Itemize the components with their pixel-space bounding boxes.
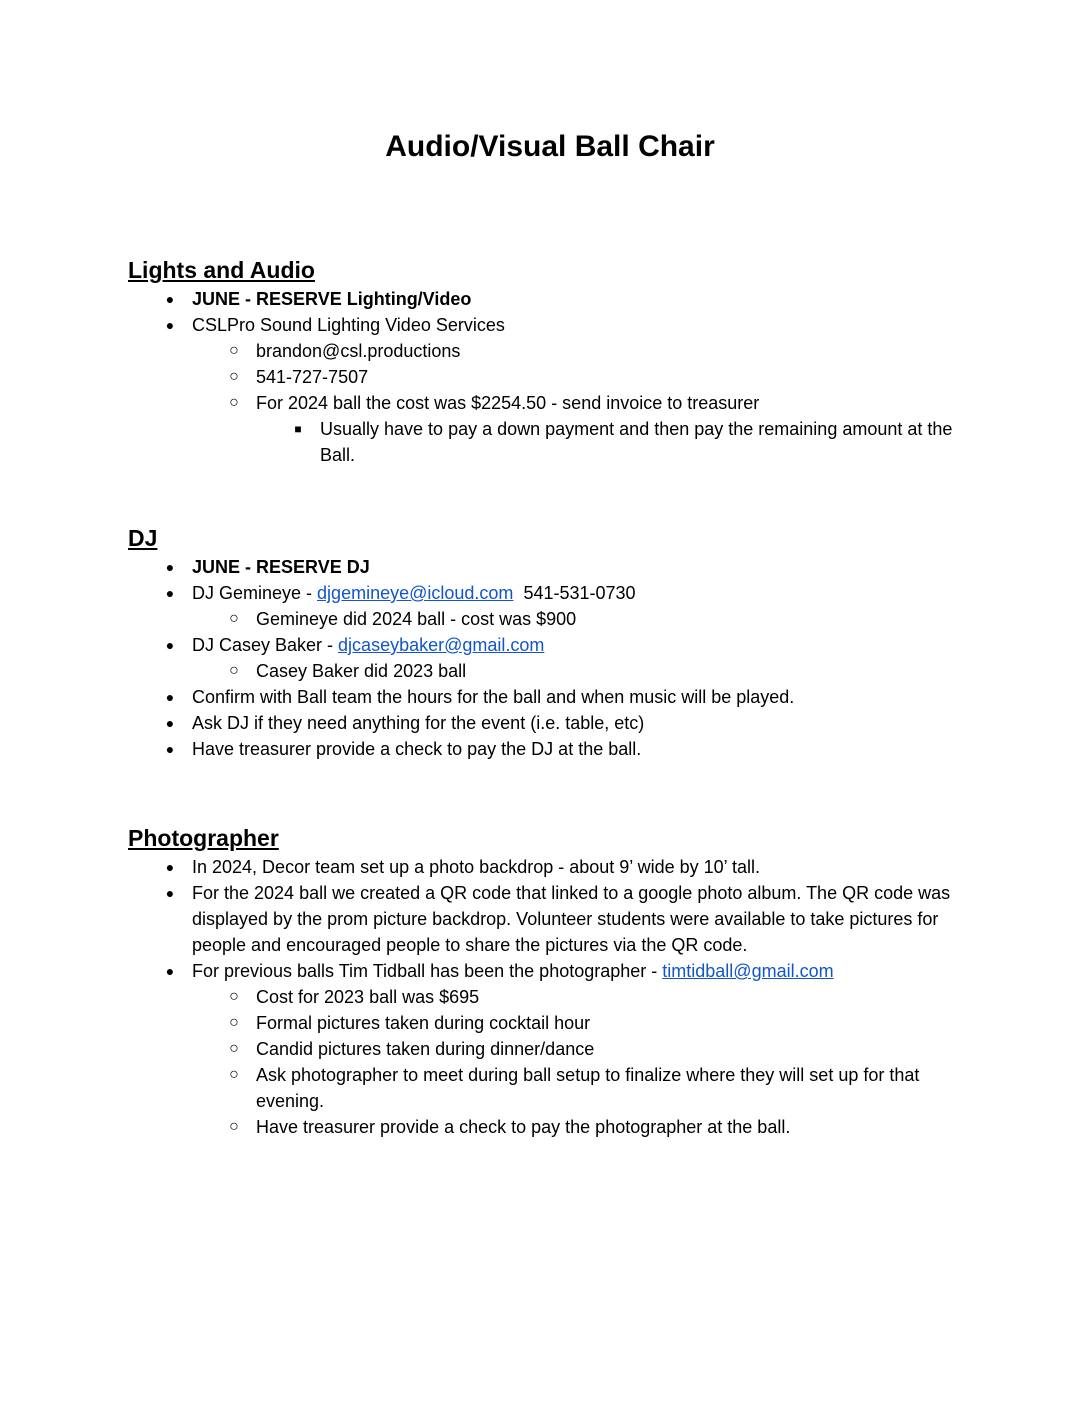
bullet-icon: ● xyxy=(165,963,175,979)
circle-bullet-icon: ○ xyxy=(229,1014,239,1031)
list-item: ○ Candid pictures taken during dinner/dance xyxy=(128,1036,968,1062)
list-item: ○ brandon@csl.productions xyxy=(128,338,968,364)
email-link-timtidball[interactable]: timtidball@gmail.com xyxy=(662,961,834,981)
bullet-icon: ● xyxy=(165,689,175,705)
list-item: ○ Have treasurer provide a check to pay the photographer at the ball. xyxy=(128,1114,968,1140)
list-item: ● JUNE - RESERVE Lighting/Video xyxy=(128,286,968,312)
list-item: ● For the 2024 ball we created a QR code that linked to a google photo album. The QR code was displayed by the prom picture backdrop. Volunteer students were available to take pictures for people and encouraged people to share the pictures via the QR code. xyxy=(128,880,967,958)
list-item: ● CSLPro Sound Lighting Video Services xyxy=(128,312,968,338)
list-item: ● Confirm with Ball team the hours for the ball and when music will be played. xyxy=(128,684,968,710)
document-title: Audio/Visual Ball Chair xyxy=(385,130,715,163)
circle-bullet-icon: ○ xyxy=(229,368,239,385)
bullet-icon: ● xyxy=(165,559,175,575)
list-item: ○ Gemineye did 2024 ball - cost was $900 xyxy=(128,606,968,632)
list-item: ● DJ Casey Baker - djcaseybaker@gmail.com xyxy=(128,632,968,658)
list-item: ■ Usually have to pay a down payment and then pay the remaining amount at the Ball. xyxy=(128,416,970,468)
bullet-icon: ● xyxy=(165,715,175,731)
circle-bullet-icon: ○ xyxy=(229,662,239,679)
list-item: ○ 541-727-7507 xyxy=(128,364,968,390)
list-item: ● DJ Gemineye - djgemineye@icloud.com 541-531-0730 xyxy=(128,580,968,606)
circle-bullet-icon: ○ xyxy=(229,394,239,411)
section-lights-audio xyxy=(128,255,968,468)
list-item: ○ Casey Baker did 2023 ball xyxy=(128,658,968,684)
bullet-icon: ● xyxy=(165,637,175,653)
list-item: ○ Cost for 2023 ball was $695 xyxy=(128,984,968,1010)
list-item: ● Ask DJ if they need anything for the event (i.e. table, etc) xyxy=(128,710,968,736)
section-dj xyxy=(128,523,968,762)
circle-bullet-icon: ○ xyxy=(229,988,239,1005)
section-photographer xyxy=(128,823,968,1140)
list-item: ○ For 2024 ball the cost was $2254.50 - send invoice to treasurer xyxy=(128,390,968,416)
circle-bullet-icon: ○ xyxy=(229,1040,239,1057)
heading-photographer: Photographer xyxy=(128,825,279,851)
email-link-gemineye[interactable]: djgemineye@icloud.com xyxy=(317,583,514,603)
list-item: ● In 2024, Decor team set up a photo backdrop - about 9’ wide by 10’ tall. xyxy=(128,854,968,880)
circle-bullet-icon: ○ xyxy=(229,342,239,359)
bullet-icon: ● xyxy=(165,741,175,757)
bullet-icon: ● xyxy=(165,585,175,601)
list-item: ○ Formal pictures taken during cocktail hour xyxy=(128,1010,968,1036)
circle-bullet-icon: ○ xyxy=(229,1066,239,1083)
circle-bullet-icon: ○ xyxy=(229,610,239,627)
bullet-icon: ● xyxy=(165,291,175,307)
bullet-icon: ● xyxy=(165,859,175,875)
list-item: ● For previous balls Tim Tidball has been the photographer - timtidball@gmail.com xyxy=(128,958,968,984)
heading-lights-audio: Lights and Audio xyxy=(128,257,315,283)
list-item: ● Have treasurer provide a check to pay the DJ at the ball. xyxy=(128,736,968,762)
heading-dj: DJ xyxy=(128,525,158,551)
email-link-caseybaker[interactable]: djcaseybaker@gmail.com xyxy=(338,635,545,655)
circle-bullet-icon: ○ xyxy=(229,1118,239,1135)
square-bullet-icon: ■ xyxy=(294,422,302,436)
bullet-icon: ● xyxy=(165,317,175,333)
list-item: ○ Ask photographer to meet during ball setup to finalize where they will set up for that evening. xyxy=(128,1062,956,1114)
bullet-icon: ● xyxy=(165,885,175,901)
list-item: ● JUNE - RESERVE DJ xyxy=(128,554,968,580)
